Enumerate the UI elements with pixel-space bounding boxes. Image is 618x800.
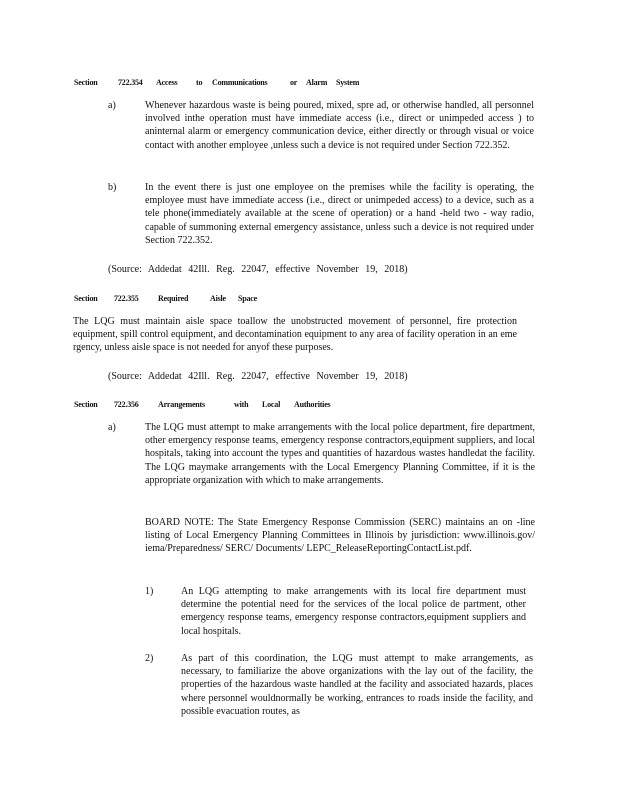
heading-word: Access	[156, 78, 178, 87]
section-356-heading	[74, 398, 330, 411]
heading-word: 722.356	[114, 400, 139, 409]
section-355-text: The LQG must maintain aisle space toallow the unobstructed movement of personnel, fire protection equipment, spill control equipment, and decontamination equipment to any area of facility operation in an eme rgency, unless aisle space is not needed for anyof these purposes.	[73, 316, 517, 354]
section-354-a-text: Whenever hazardous waste is being poured, mixed, spre ad, or otherwise handled, all personnel involved inthe operation must have immediate access (i.e., direct or unimpeded access ) to aninternal alarm or emergency communication device, either directly or through visual or voice contact with another employee ,unless such a device is not required under Section 722.352.	[145, 100, 534, 151]
heading-word: Communications	[212, 78, 268, 87]
heading-word: Section	[74, 78, 98, 87]
section-356-item-2-text: As part of this coordination, the LQG must attempt to make arrangements, as necessary, to familiarize the above organizations with the lay out of the facility, the properties of the hazardous waste handled at the facility and associated hazards, places where personnel wouldnormally be working, entrances to roads inside the facility, and possible evacuation routes, as	[181, 653, 533, 717]
heading-word: Space	[238, 294, 258, 303]
section-354-b-text: In the event there is just one employee on the premises while the facility is operating, the employee must have immediate access (i.e., direct or unimpeded access) to a device, such as a tele phone(immediately available at the scene of operation) or a hand -held two - way radio, capable of summoning external emergency assistance, unless such a device is not required under Section 722.352.	[145, 182, 534, 246]
section-354-heading	[74, 76, 359, 89]
heading-word: Arrangements	[158, 400, 205, 409]
section-354-source: (Source: Addedat 42Ill. Reg. 22047, effective November 19, 2018)	[108, 264, 408, 275]
heading-word: Required	[158, 294, 189, 303]
heading-word: Alarm	[306, 78, 328, 87]
heading-word: Section	[74, 400, 98, 409]
item-a-label: a)	[108, 100, 116, 111]
heading-word: Authorities	[294, 400, 331, 409]
board-note: BOARD NOTE: The State Emergency Response Commission (SERC) maintains an on -line listing of Local Emergency Planning Committees in Illinois by jurisdiction: www.illinois.gov/ iema/Preparedness/ SERC/ Documents/ LEPC_ReleaseReportingContactList.pdf.	[145, 517, 535, 555]
section-356-item-1-text: An LQG attempting to make arrangements with its local fire department must determine the potential need for the services of the local police de partment, other emergency response teams, emergency response contractors,equipment suppliers and local hospitals.	[181, 586, 526, 637]
heading-word: Section	[74, 294, 98, 303]
heading-word: 722.354	[118, 78, 143, 87]
section-355-source: (Source: Addedat 42Ill. Reg. 22047, effective November 19, 2018)	[108, 371, 408, 382]
section-355-heading	[74, 292, 257, 305]
item-1-label: 1)	[145, 586, 154, 597]
section-356-a-text: The LQG must attempt to make arrangements with the local police department, fire department, other emergency response teams, emergency response contractors,equipment suppliers, and local hospitals, taking into account the types and quantities of hazardous wastes handledat the facility. The LQG maymake arrangements with the Local Emergency Planning Committee, if it is the appropriate organization with which to make arrangements.	[145, 422, 535, 486]
heading-word: System	[336, 78, 360, 87]
item-b-label: b)	[108, 182, 117, 193]
heading-word: Local	[262, 400, 281, 409]
item-2-label: 2)	[145, 653, 154, 664]
heading-word: to	[196, 78, 203, 87]
heading-word: Aisle	[210, 294, 226, 303]
heading-word: with	[234, 400, 249, 409]
item-a-label: a)	[108, 422, 116, 433]
heading-word: 722.355	[114, 294, 139, 303]
heading-word: or	[290, 78, 298, 87]
